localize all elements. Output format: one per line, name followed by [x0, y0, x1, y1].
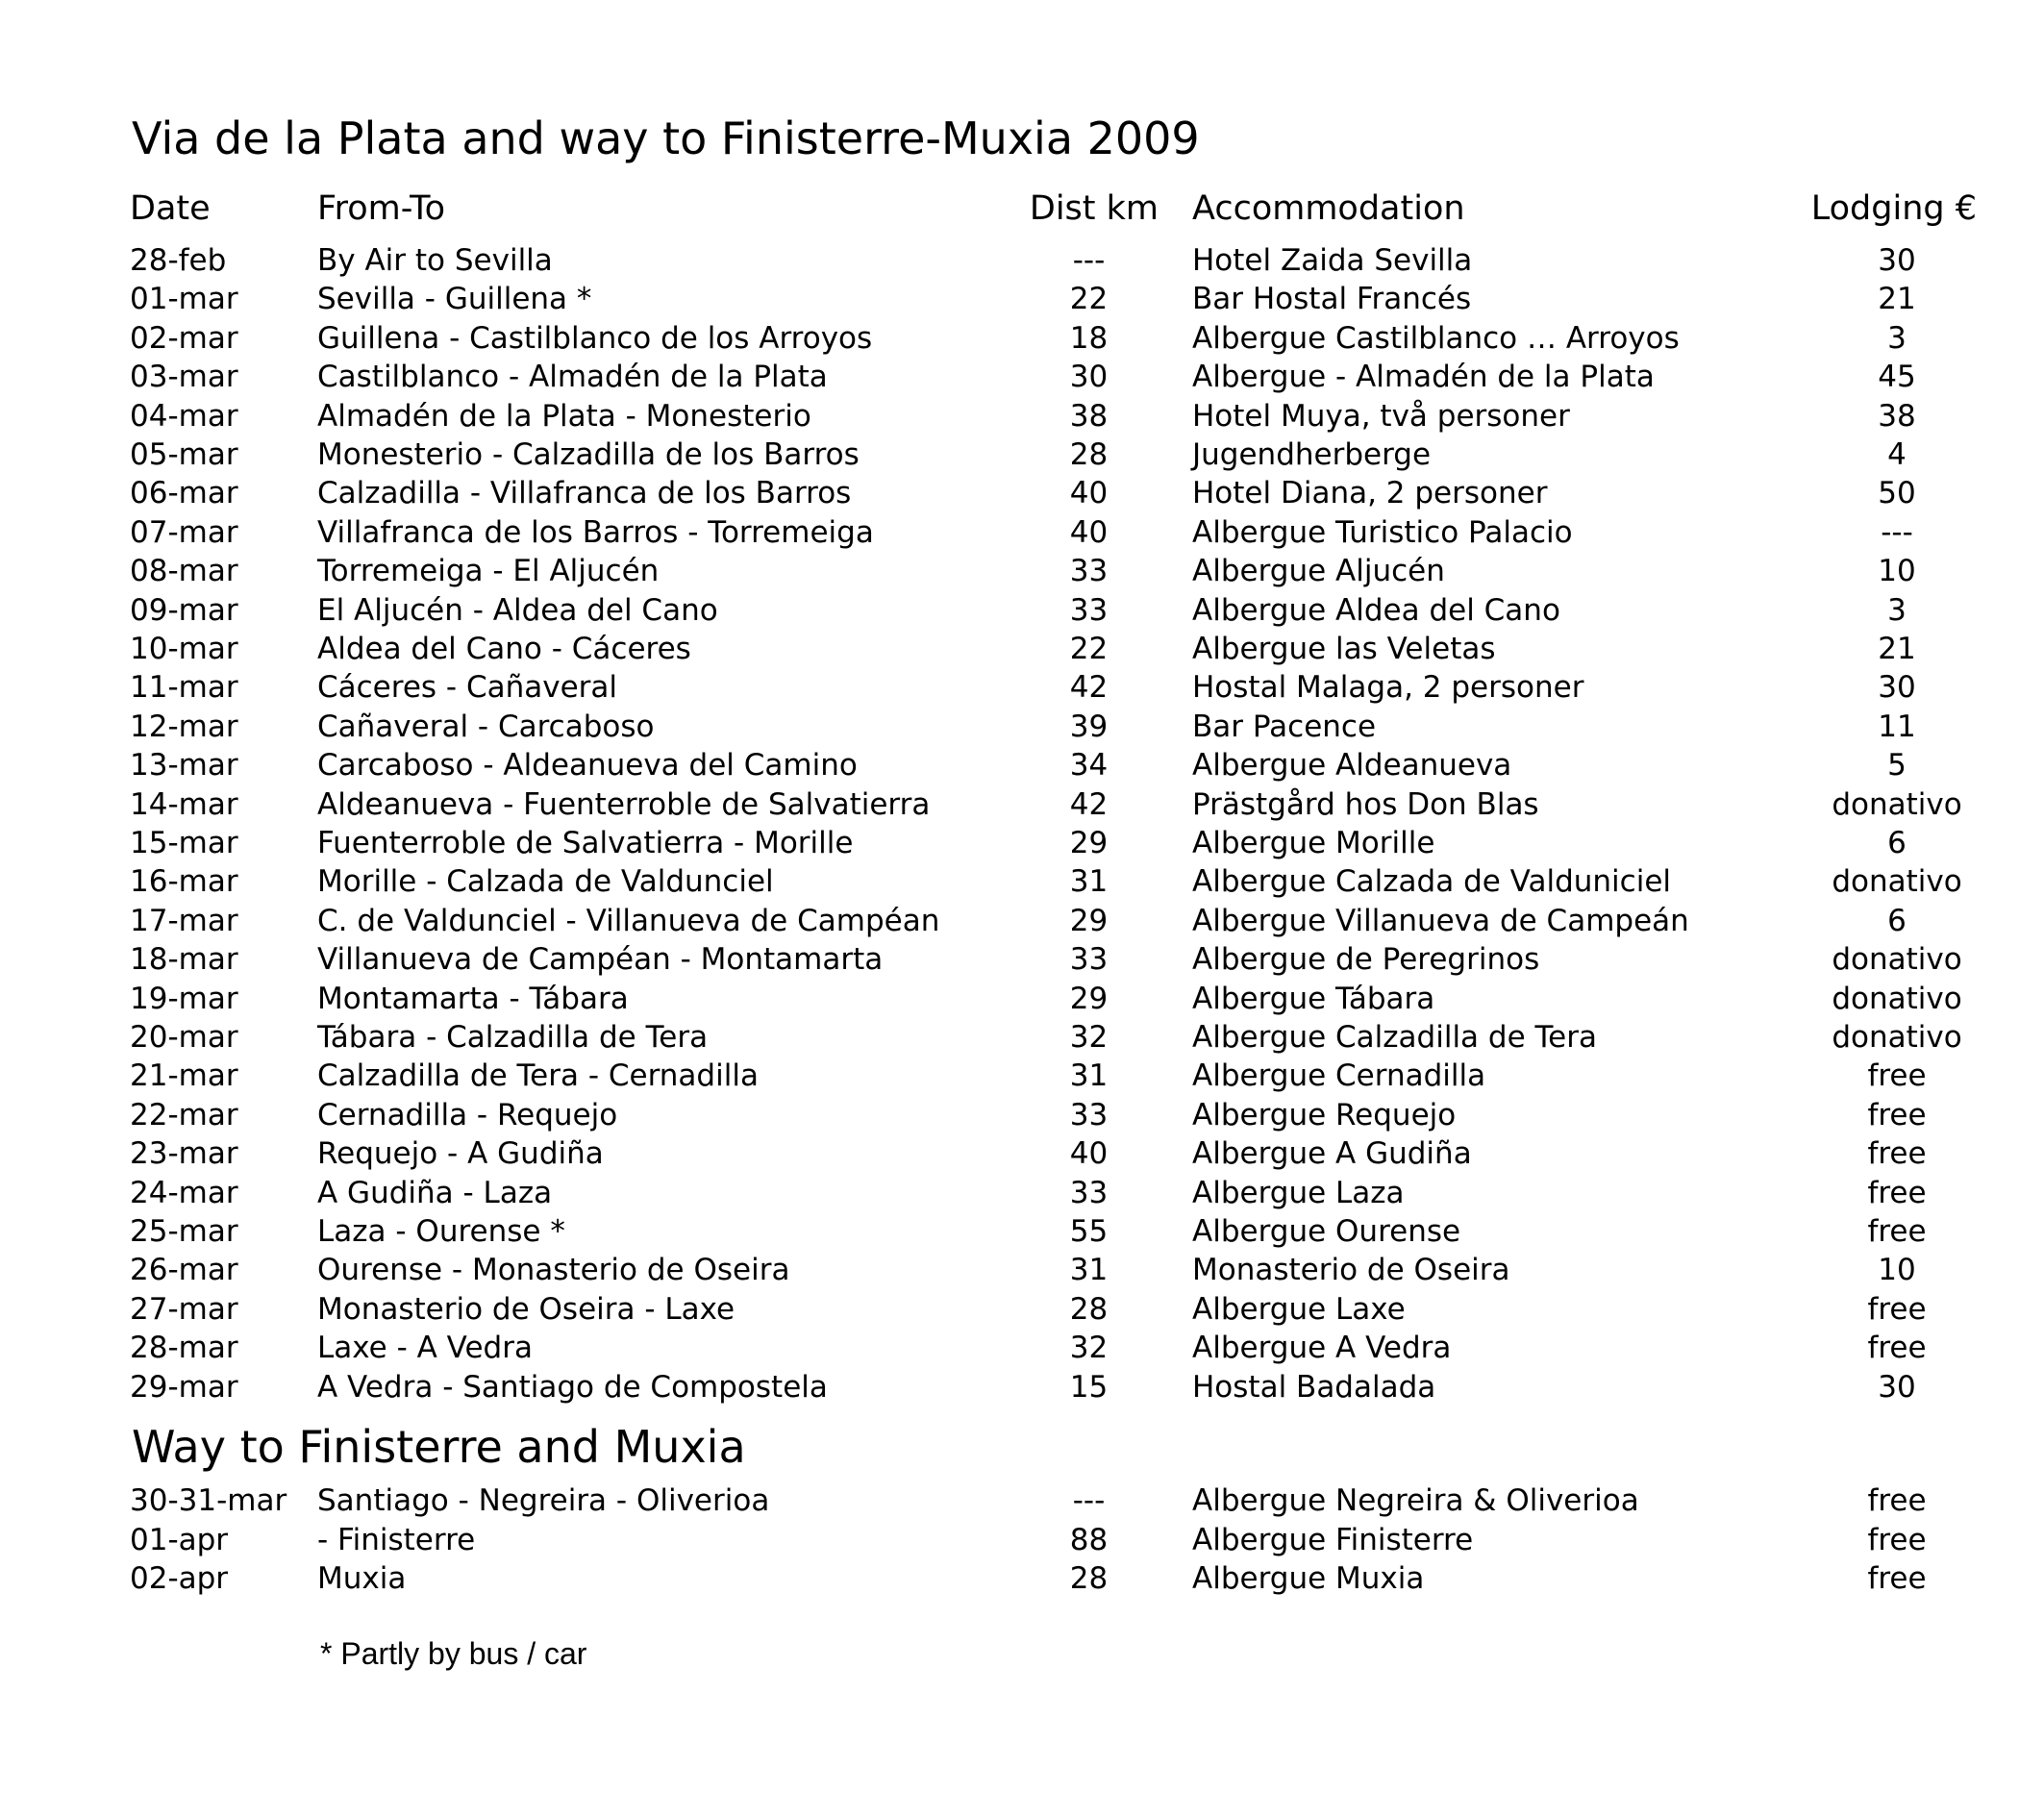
row-accommodation: Hotel Muya, två personer — [1192, 398, 1570, 434]
row-accommodation: Bar Hostal Francés — [1192, 282, 1472, 317]
row-lodging: free — [1867, 1058, 1927, 1094]
table-row — [0, 1174, 2044, 1212]
table-row — [0, 241, 2044, 280]
row-dist: --- — [1072, 243, 1106, 278]
row-lodging: 3 — [1887, 592, 1907, 628]
row-from-to: By Air to Sevilla — [317, 243, 553, 278]
table-row — [0, 1134, 2044, 1173]
row-dist: 88 — [1069, 1522, 1109, 1557]
row-lodging: 30 — [1878, 1369, 1916, 1405]
header-date: Date — [130, 189, 211, 228]
row-dist: 28 — [1069, 437, 1109, 472]
row-from-to: Guillena - Castilblanco de los Arroyos — [317, 320, 873, 356]
table-row — [0, 591, 2044, 630]
row-lodging: free — [1867, 1136, 1927, 1172]
row-from-to: Fuenterroble de Salvatierra - Morille — [317, 826, 854, 860]
row-dist: 29 — [1069, 826, 1109, 860]
row-dist: 29 — [1069, 981, 1109, 1016]
row-accommodation: Albergue Cernadilla — [1192, 1058, 1486, 1094]
row-from-to: Carcaboso - Aldeanueva del Camino — [317, 748, 858, 784]
row-dist: 15 — [1069, 1369, 1109, 1405]
table-row — [0, 1096, 2044, 1134]
row-from-to: Montamarta - Tábara — [317, 981, 629, 1016]
row-lodging: donativo — [1832, 981, 1962, 1016]
row-from-to: Laza - Ourense * — [317, 1214, 565, 1249]
row-date: 01-apr — [130, 1522, 229, 1557]
row-dist: 32 — [1069, 1331, 1109, 1366]
row-from-to: Muxia — [317, 1561, 407, 1596]
row-lodging: free — [1867, 1331, 1927, 1366]
row-date: 16-mar — [130, 864, 238, 900]
row-from-to: Almadén de la Plata - Monesterio — [317, 398, 811, 434]
row-dist: 29 — [1069, 903, 1109, 938]
table-row — [0, 474, 2044, 512]
row-accommodation: Albergue A Gudiña — [1192, 1136, 1472, 1172]
row-dist: 33 — [1069, 592, 1109, 628]
table-row — [0, 1521, 2044, 1559]
row-lodging: free — [1867, 1175, 1927, 1210]
section-title: Way to Finisterre and Muxia — [132, 1421, 746, 1473]
row-lodging: 5 — [1887, 748, 1907, 784]
row-dist: 28 — [1069, 1291, 1109, 1327]
table-row — [0, 1251, 2044, 1289]
row-from-to: Tábara - Calzadilla de Tera — [317, 1020, 709, 1055]
row-dist: 32 — [1069, 1020, 1109, 1055]
table-row — [0, 1290, 2044, 1329]
table-row — [0, 1368, 2044, 1406]
row-dist: 33 — [1069, 1097, 1109, 1133]
row-accommodation: Hotel Diana, 2 personer — [1192, 476, 1548, 511]
row-lodging: 10 — [1878, 1253, 1916, 1288]
row-accommodation: Albergue Aldea del Cano — [1192, 592, 1560, 628]
row-accommodation: Jugendherberge — [1192, 437, 1432, 472]
row-dist: 39 — [1069, 709, 1109, 744]
row-dist: 33 — [1069, 1175, 1109, 1210]
row-lodging: --- — [1881, 514, 1913, 550]
row-lodging: 6 — [1887, 826, 1907, 860]
row-date: 13-mar — [130, 748, 238, 784]
row-from-to: Aldeanueva - Fuenterroble de Salvatierra — [317, 786, 931, 822]
row-date: 28-mar — [130, 1331, 238, 1366]
row-from-to: Santiago - Negreira - Oliverioa — [317, 1483, 770, 1518]
table-header — [0, 186, 2044, 228]
row-lodging: 38 — [1878, 398, 1916, 434]
row-dist: 31 — [1069, 1253, 1109, 1288]
row-date: 02-mar — [130, 320, 238, 356]
row-dist: 18 — [1069, 320, 1109, 356]
row-lodging: 21 — [1878, 632, 1916, 666]
row-lodging: 3 — [1887, 320, 1907, 356]
row-accommodation: Hostal Malaga, 2 personer — [1192, 670, 1584, 706]
row-accommodation: Albergue de Peregrinos — [1192, 942, 1540, 978]
row-lodging: free — [1867, 1214, 1927, 1249]
row-lodging: free — [1867, 1291, 1927, 1327]
row-lodging: free — [1867, 1522, 1927, 1557]
table-row — [0, 1057, 2044, 1095]
row-dist: --- — [1072, 1483, 1106, 1518]
header-accommodation: Accommodation — [1192, 189, 1465, 228]
row-lodging: 21 — [1878, 282, 1916, 317]
row-accommodation: Albergue Tábara — [1192, 981, 1435, 1016]
row-lodging: 30 — [1878, 670, 1916, 706]
row-lodging: donativo — [1832, 1020, 1962, 1055]
table-row — [0, 824, 2044, 862]
row-date: 29-mar — [130, 1369, 238, 1405]
row-accommodation: Albergue Finisterre — [1192, 1522, 1474, 1557]
row-accommodation: Albergue las Veletas — [1192, 632, 1496, 666]
row-dist: 38 — [1069, 398, 1109, 434]
table-row — [0, 746, 2044, 784]
row-from-to: Villafranca de los Barros - Torremeiga — [317, 514, 874, 550]
row-accommodation: Prästgård hos Don Blas — [1192, 786, 1539, 822]
row-lodging: 45 — [1878, 360, 1916, 395]
row-dist: 33 — [1069, 554, 1109, 589]
table-row — [0, 940, 2044, 979]
row-lodging: donativo — [1832, 864, 1962, 900]
row-dist: 40 — [1069, 1136, 1109, 1172]
row-from-to: Torremeiga - El Aljucén — [317, 554, 660, 589]
row-accommodation: Albergue Muxia — [1192, 1561, 1425, 1596]
row-date: 02-apr — [130, 1561, 229, 1596]
header-from-to: From-To — [317, 189, 445, 228]
row-lodging: 4 — [1887, 437, 1907, 472]
table-row — [0, 319, 2044, 358]
row-accommodation: Albergue Aljucén — [1192, 554, 1445, 589]
row-date: 09-mar — [130, 592, 238, 628]
row-from-to: Castilblanco - Almadén de la Plata — [317, 360, 828, 395]
table-row — [0, 1018, 2044, 1057]
row-lodging: donativo — [1832, 786, 1962, 822]
row-lodging: 10 — [1878, 554, 1916, 589]
row-from-to: Requejo - A Gudiña — [317, 1136, 604, 1172]
row-date: 20-mar — [130, 1020, 238, 1055]
row-lodging: 50 — [1878, 476, 1916, 511]
row-dist: 40 — [1069, 514, 1109, 550]
table-row — [0, 513, 2044, 552]
row-accommodation: Albergue Castilblanco … Arroyos — [1192, 320, 1680, 356]
row-from-to: A Gudiña - Laza — [317, 1175, 553, 1210]
table-row — [0, 668, 2044, 707]
table-row — [0, 358, 2044, 396]
row-dist: 33 — [1069, 942, 1109, 978]
row-dist: 42 — [1069, 786, 1109, 822]
row-date: 28-feb — [130, 243, 227, 278]
row-from-to: Morille - Calzada de Valdunciel — [317, 864, 774, 900]
row-date: 30-31-mar — [130, 1483, 287, 1518]
row-accommodation: Albergue Turistico Palacio — [1192, 514, 1573, 550]
row-from-to: Calzadilla de Tera - Cernadilla — [317, 1058, 759, 1094]
row-date: 19-mar — [130, 981, 238, 1016]
row-accommodation: Albergue - Almadén de la Plata — [1192, 360, 1655, 395]
row-date: 03-mar — [130, 360, 238, 395]
row-date: 25-mar — [130, 1214, 238, 1249]
row-from-to: Calzadilla - Villafranca de los Barros — [317, 476, 852, 511]
row-date: 23-mar — [130, 1136, 238, 1172]
table-row — [0, 552, 2044, 590]
table-row — [0, 902, 2044, 940]
row-dist: 31 — [1069, 1058, 1109, 1094]
row-from-to: El Aljucén - Aldea del Cano — [317, 592, 718, 628]
row-dist: 30 — [1069, 360, 1109, 395]
row-date: 11-mar — [130, 670, 238, 706]
row-accommodation: Monasterio de Oseira — [1192, 1253, 1510, 1288]
row-date: 26-mar — [130, 1253, 238, 1288]
row-dist: 22 — [1069, 282, 1109, 317]
row-accommodation: Hotel Zaida Sevilla — [1192, 243, 1473, 278]
row-accommodation: Albergue Negreira & Oliverioa — [1192, 1483, 1639, 1518]
row-accommodation: Hostal Badalada — [1192, 1369, 1436, 1405]
row-dist: 55 — [1069, 1214, 1109, 1249]
row-date: 15-mar — [130, 826, 238, 860]
row-date: 22-mar — [130, 1097, 238, 1133]
row-date: 17-mar — [130, 903, 238, 938]
row-dist: 28 — [1069, 1561, 1109, 1596]
row-accommodation: Albergue Laxe — [1192, 1291, 1406, 1327]
row-accommodation: Albergue Laza — [1192, 1175, 1405, 1210]
row-from-to: C. de Valdunciel - Villanueva de Campéan — [317, 903, 940, 938]
table-row — [0, 280, 2044, 318]
row-date: 14-mar — [130, 786, 238, 822]
row-lodging: 11 — [1878, 709, 1916, 744]
row-from-to: Cernadilla - Requejo — [317, 1097, 618, 1133]
row-lodging: free — [1867, 1097, 1927, 1133]
row-date: 01-mar — [130, 282, 238, 317]
row-dist: 42 — [1069, 670, 1109, 706]
row-from-to: Monasterio de Oseira - Laxe — [317, 1291, 735, 1327]
row-from-to: Monesterio - Calzadilla de los Barros — [317, 437, 860, 472]
row-date: 07-mar — [130, 514, 238, 550]
row-from-to: Ourense - Monasterio de Oseira — [317, 1253, 790, 1288]
row-accommodation: Albergue Aldeanueva — [1192, 748, 1512, 784]
row-date: 12-mar — [130, 709, 238, 744]
footnote: * Partly by bus / car — [320, 1636, 587, 1671]
row-date: 18-mar — [130, 942, 238, 978]
table-row — [0, 785, 2044, 824]
row-dist: 40 — [1069, 476, 1109, 511]
row-lodging: free — [1867, 1561, 1927, 1596]
row-date: 08-mar — [130, 554, 238, 589]
row-from-to: Villanueva de Campéan - Montamarta — [317, 942, 884, 978]
row-from-to: A Vedra - Santiago de Compostela — [317, 1369, 828, 1405]
row-dist: 22 — [1069, 632, 1109, 666]
row-from-to: Sevilla - Guillena * — [317, 282, 592, 317]
table-row — [0, 1329, 2044, 1367]
row-accommodation: Albergue Villanueva de Campeán — [1192, 903, 1689, 938]
table-row — [0, 862, 2044, 901]
row-date: 05-mar — [130, 437, 238, 472]
row-dist: 34 — [1069, 748, 1109, 784]
row-dist: 31 — [1069, 864, 1109, 900]
table-row — [0, 1481, 2044, 1520]
header-lodging: Lodging € — [1810, 189, 1977, 228]
row-from-to: Cáceres - Cañaveral — [317, 670, 617, 706]
row-date: 04-mar — [130, 398, 238, 434]
row-from-to: Laxe - A Vedra — [317, 1331, 533, 1366]
row-lodging: 30 — [1878, 243, 1916, 278]
row-accommodation: Albergue Requejo — [1192, 1097, 1457, 1133]
row-date: 27-mar — [130, 1291, 238, 1327]
table-row — [0, 1559, 2044, 1598]
row-from-to: Cañaveral - Carcaboso — [317, 709, 655, 744]
row-date: 06-mar — [130, 476, 238, 511]
header-dist: Dist km — [1029, 189, 1159, 228]
row-lodging: donativo — [1832, 942, 1962, 978]
row-accommodation: Albergue Morille — [1192, 826, 1435, 860]
table-row — [0, 436, 2044, 474]
table-row — [0, 980, 2044, 1018]
row-from-to: Aldea del Cano - Cáceres — [317, 632, 691, 666]
row-accommodation: Albergue Ourense — [1192, 1214, 1461, 1249]
row-date: 10-mar — [130, 632, 238, 666]
row-lodging: free — [1867, 1483, 1927, 1518]
row-date: 21-mar — [130, 1058, 238, 1094]
row-from-to: - Finisterre — [317, 1522, 476, 1557]
table-row — [0, 1212, 2044, 1251]
row-accommodation: Bar Pacence — [1192, 709, 1377, 744]
table-row — [0, 397, 2044, 436]
table-row — [0, 630, 2044, 668]
row-lodging: 6 — [1887, 903, 1907, 938]
table-row — [0, 708, 2044, 746]
row-accommodation: Albergue Calzada de Valduniciel — [1192, 864, 1672, 900]
page-title: Via de la Plata and way to Finisterre-Muxia 2009 — [132, 112, 1200, 164]
row-accommodation: Albergue A Vedra — [1192, 1331, 1452, 1366]
row-accommodation: Albergue Calzadilla de Tera — [1192, 1020, 1597, 1055]
row-date: 24-mar — [130, 1175, 238, 1210]
